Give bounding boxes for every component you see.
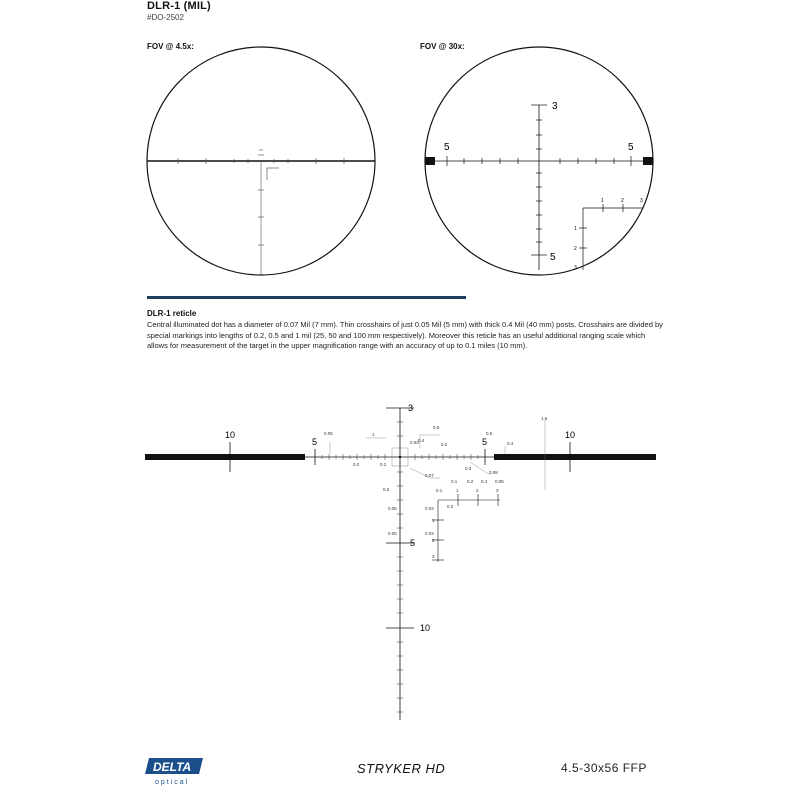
fov-high-num-left: 5 [444, 142, 450, 153]
label-left-5: 5 [312, 437, 318, 447]
dimension-labels [324, 416, 548, 559]
svg-text:0.03: 0.03 [425, 506, 434, 511]
product-code: #DO-2502 [147, 13, 184, 22]
description-heading: DLR-1 reticle [147, 309, 197, 318]
svg-text:0.2: 0.2 [353, 462, 360, 467]
fov-high-scale-y-3: 3 [574, 265, 577, 271]
svg-text:0.1: 0.1 [436, 488, 443, 493]
fov-high-reticle [418, 45, 663, 285]
svg-text:0.1: 0.1 [451, 479, 458, 484]
svg-text:0.2: 0.2 [441, 442, 448, 447]
fov-low-reticle [140, 45, 385, 285]
svg-text:1.6: 1.6 [541, 416, 548, 421]
svg-text:0.5: 0.5 [433, 425, 440, 430]
svg-text:0.08: 0.08 [489, 470, 498, 475]
label-top-3: 3 [408, 403, 414, 413]
right-thick-post [494, 454, 656, 460]
page-title: DLR-1 (MIL) [147, 0, 211, 12]
svg-text:DELTA: DELTA [153, 760, 192, 774]
svg-text:0.05: 0.05 [388, 506, 397, 511]
center-dot [399, 456, 401, 458]
fov-low-label: FOV @ 4.5x: [147, 42, 194, 51]
label-bottom-5: 5 [410, 538, 416, 548]
svg-text:0.2: 0.2 [380, 462, 387, 467]
svg-text:0.4: 0.4 [507, 441, 514, 446]
svg-text:0.3: 0.3 [465, 466, 472, 471]
svg-text:2: 2 [476, 488, 479, 493]
model-name: 4.5-30x56 FFP [561, 761, 647, 775]
fov-high-scale-y-2: 2 [574, 246, 577, 252]
fov-high-left-post [425, 157, 435, 165]
svg-text:1: 1 [372, 432, 375, 437]
label-bottom-10: 10 [420, 623, 431, 633]
fov-high-scale-x-2: 2 [621, 198, 624, 204]
ranging-scale [432, 494, 500, 562]
brand-name: STRYKER HD [357, 761, 446, 776]
svg-text:0.05: 0.05 [495, 479, 504, 484]
section-divider [147, 296, 466, 299]
svg-text:2: 2 [432, 538, 435, 543]
svg-text:0.07: 0.07 [425, 473, 434, 478]
svg-text:0.05: 0.05 [388, 531, 397, 536]
description-text: Central illuminated dot has a diameter of 0.07 Mil (7 mm). Thin crosshairs of just 0.05 Mil (5 mm) with thick 0.4 Mil (40 mm) posts. Crosshairs are divided by special markings into lengths of 0.2, 0.5 and 1 mil (25, 50 and 100 mm respectively). Moreover this reticle has an useful additional ranging scale which allows for measurement of the target in the upper magnification range with an accuracy of up to 0.1 miles (10 mm). [147, 320, 663, 350]
svg-text:1: 1 [456, 488, 459, 493]
svg-text:3: 3 [496, 488, 499, 493]
svg-text:0.2: 0.2 [383, 487, 390, 492]
label-right-10: 10 [565, 430, 576, 440]
fov-high-scale-x-1: 1 [601, 198, 604, 204]
label-right-5: 5 [482, 437, 488, 447]
fov-high-scale-y-1: 1 [574, 226, 577, 232]
svg-text:0.5: 0.5 [486, 431, 493, 436]
svg-text:3: 3 [432, 554, 435, 559]
fov-high-num-right: 5 [628, 142, 634, 153]
svg-text:0.05: 0.05 [324, 431, 333, 436]
svg-text:1: 1 [432, 518, 435, 523]
svg-text:0.03: 0.03 [425, 531, 434, 536]
delta-logo [145, 756, 205, 788]
svg-text:optical: optical [155, 779, 190, 786]
label-left-10: 10 [225, 430, 236, 440]
svg-text:0.2: 0.2 [447, 504, 454, 509]
fov-high-ranging-scale [579, 204, 643, 270]
fov-high-num-bottom: 5 [550, 252, 556, 263]
svg-text:0.4: 0.4 [481, 479, 488, 484]
svg-text:0.03: 0.03 [410, 440, 419, 445]
left-thick-post [145, 454, 305, 460]
fov-high-scale-x-3: 3 [640, 198, 643, 204]
svg-text:0.2: 0.2 [467, 479, 474, 484]
reticle-detail-diagram [0, 390, 800, 740]
fov-high-right-post [643, 157, 653, 165]
fov-high-num-top: 3 [552, 101, 558, 112]
fov-high-label: FOV @ 30x: [420, 42, 465, 51]
svg-text:0.4: 0.4 [418, 438, 425, 443]
